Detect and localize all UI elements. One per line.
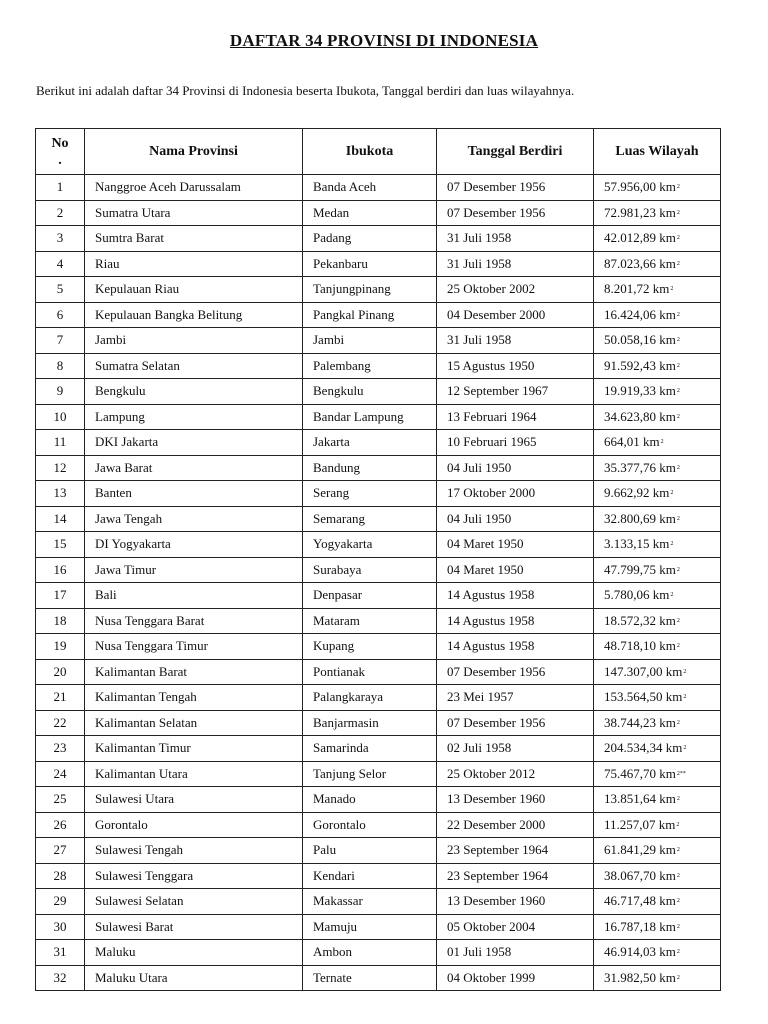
cell-no: 31	[36, 940, 85, 966]
cell-capital: Palangkaraya	[303, 685, 437, 711]
cell-founded: 31 Juli 1958	[437, 226, 594, 252]
cell-province: Kalimantan Selatan	[85, 710, 303, 736]
cell-no: 9	[36, 379, 85, 405]
cell-area	[594, 710, 721, 736]
cell-founded: 04 Juli 1950	[437, 506, 594, 532]
area-value: 61.841,29 km	[604, 842, 676, 858]
cell-founded: 14 Agustus 1958	[437, 634, 594, 660]
cell-area	[594, 404, 721, 430]
cell-founded: 13 Desember 1960	[437, 787, 594, 813]
cell-province: Jawa Barat	[85, 455, 303, 481]
table-row	[36, 532, 721, 558]
cell-area	[594, 812, 721, 838]
cell-capital: Banjarmasin	[303, 710, 437, 736]
cell-province: Kepulauan Bangka Belitung	[85, 302, 303, 328]
cell-province: Nusa Tenggara Timur	[85, 634, 303, 660]
area-unit-superscript: 2	[676, 796, 680, 803]
table-row	[36, 838, 721, 864]
table-row	[36, 736, 721, 762]
area-value: 147.307,00 km	[604, 663, 683, 679]
cell-no: 26	[36, 812, 85, 838]
area-unit-superscript: 2	[676, 311, 680, 318]
cell-no: 17	[36, 583, 85, 609]
cell-founded: 07 Desember 1956	[437, 659, 594, 685]
cell-no: 25	[36, 787, 85, 813]
area-unit-superscript: 2	[683, 668, 687, 675]
area-value: 46.914,03 km	[604, 944, 676, 960]
area-unit-superscript: 2	[676, 388, 680, 395]
area-value: 38.067,70 km	[604, 867, 676, 883]
area-unit-superscript: 2**	[676, 770, 686, 777]
area-value: 72.981,23 km	[604, 204, 676, 220]
area-unit-superscript: 2	[670, 541, 674, 548]
cell-no: 13	[36, 481, 85, 507]
cell-capital: Palu	[303, 838, 437, 864]
cell-no: 2	[36, 200, 85, 226]
area-unit-superscript: 2	[660, 439, 664, 446]
cell-no: 11	[36, 430, 85, 456]
cell-founded: 23 September 1964	[437, 838, 594, 864]
cell-founded: 15 Agustus 1950	[437, 353, 594, 379]
cell-founded: 31 Juli 1958	[437, 251, 594, 277]
cell-province: Sulawesi Tengah	[85, 838, 303, 864]
area-unit-superscript: 2	[683, 694, 687, 701]
cell-area	[594, 889, 721, 915]
cell-province: Sulawesi Utara	[85, 787, 303, 813]
cell-capital: Palembang	[303, 353, 437, 379]
cell-founded: 13 Februari 1964	[437, 404, 594, 430]
cell-province: Jawa Timur	[85, 557, 303, 583]
area-value: 16.424,06 km	[604, 306, 676, 322]
cell-area	[594, 302, 721, 328]
cell-province: Maluku Utara	[85, 965, 303, 991]
cell-founded: 25 Oktober 2002	[437, 277, 594, 303]
cell-province: Kepulauan Riau	[85, 277, 303, 303]
area-unit-superscript: 2	[670, 592, 674, 599]
area-value: 48.718,10 km	[604, 638, 676, 654]
table-row	[36, 889, 721, 915]
table-row	[36, 353, 721, 379]
area-value: 34.623,80 km	[604, 408, 676, 424]
area-unit-superscript: 2	[676, 847, 680, 854]
area-value: 31.982,50 km	[604, 969, 676, 985]
area-unit-superscript: 2	[676, 898, 680, 905]
table-row	[36, 455, 721, 481]
area-unit-superscript: 2	[676, 719, 680, 726]
cell-capital: Bandung	[303, 455, 437, 481]
area-unit-superscript: 2	[676, 235, 680, 242]
cell-no: 4	[36, 251, 85, 277]
cell-founded: 23 Mei 1957	[437, 685, 594, 711]
area-value: 3.133,15 km	[604, 536, 670, 552]
area-value: 8.201,72 km	[604, 281, 670, 297]
area-unit-superscript: 2	[676, 617, 680, 624]
cell-founded: 13 Desember 1960	[437, 889, 594, 915]
area-unit-superscript: 2	[676, 643, 680, 650]
area-unit-superscript: 2	[676, 362, 680, 369]
table-row	[36, 914, 721, 940]
intro-paragraph: Berikut ini adalah daftar 34 Provinsi di Indonesia beserta Ibukota, Tanggal berdiri dan luas wilayahnya.	[36, 83, 575, 98]
cell-founded: 04 Juli 1950	[437, 455, 594, 481]
cell-capital: Samarinda	[303, 736, 437, 762]
cell-capital: Denpasar	[303, 583, 437, 609]
table-body	[36, 175, 721, 991]
table-row	[36, 481, 721, 507]
header-founded: Tanggal Berdiri	[437, 129, 594, 175]
area-value: 19.919,33 km	[604, 383, 676, 399]
cell-province: Sulawesi Selatan	[85, 889, 303, 915]
area-value: 664,01 km	[604, 434, 660, 450]
area-unit-superscript: 2	[683, 745, 687, 752]
cell-capital: Bengkulu	[303, 379, 437, 405]
cell-area	[594, 761, 721, 787]
area-unit-superscript: 2	[676, 184, 680, 191]
area-unit-superscript: 2	[676, 949, 680, 956]
cell-area	[594, 659, 721, 685]
cell-area	[594, 608, 721, 634]
cell-founded: 17 Oktober 2000	[437, 481, 594, 507]
cell-area	[594, 583, 721, 609]
cell-no: 24	[36, 761, 85, 787]
cell-area	[594, 685, 721, 711]
area-value: 5.780,06 km	[604, 587, 670, 603]
table-row	[36, 302, 721, 328]
table-row	[36, 251, 721, 277]
cell-capital: Surabaya	[303, 557, 437, 583]
cell-no: 7	[36, 328, 85, 354]
area-value: 47.799,75 km	[604, 561, 676, 577]
table-row	[36, 710, 721, 736]
cell-area	[594, 940, 721, 966]
cell-area	[594, 634, 721, 660]
table-row	[36, 430, 721, 456]
cell-no: 5	[36, 277, 85, 303]
area-value: 38.744,23 km	[604, 714, 676, 730]
cell-capital: Mamuju	[303, 914, 437, 940]
table-row	[36, 175, 721, 201]
cell-province: Nanggroe Aceh Darussalam	[85, 175, 303, 201]
cell-capital: Makassar	[303, 889, 437, 915]
cell-capital: Jambi	[303, 328, 437, 354]
area-unit-superscript: 2	[676, 974, 680, 981]
cell-area	[594, 353, 721, 379]
cell-founded: 14 Agustus 1958	[437, 608, 594, 634]
cell-founded: 04 Desember 2000	[437, 302, 594, 328]
area-value: 35.377,76 km	[604, 459, 676, 475]
area-unit-superscript: 2	[676, 821, 680, 828]
cell-area	[594, 379, 721, 405]
cell-capital: Tanjungpinang	[303, 277, 437, 303]
cell-capital: Tanjung Selor	[303, 761, 437, 787]
cell-founded: 02 Juli 1958	[437, 736, 594, 762]
cell-capital: Padang	[303, 226, 437, 252]
cell-province: Kalimantan Barat	[85, 659, 303, 685]
table-row	[36, 608, 721, 634]
table-row	[36, 404, 721, 430]
area-unit-superscript: 2	[676, 413, 680, 420]
cell-province: Kalimantan Tengah	[85, 685, 303, 711]
area-unit-superscript: 2	[676, 337, 680, 344]
cell-founded: 01 Juli 1958	[437, 940, 594, 966]
cell-province: Sumatra Selatan	[85, 353, 303, 379]
cell-area	[594, 532, 721, 558]
area-value: 16.787,18 km	[604, 918, 676, 934]
cell-no: 30	[36, 914, 85, 940]
cell-area	[594, 200, 721, 226]
cell-area	[594, 557, 721, 583]
area-unit-superscript: 2	[676, 260, 680, 267]
cell-capital: Pekanbaru	[303, 251, 437, 277]
cell-no: 21	[36, 685, 85, 711]
cell-no: 22	[36, 710, 85, 736]
cell-founded: 07 Desember 1956	[437, 200, 594, 226]
cell-no: 12	[36, 455, 85, 481]
cell-founded: 25 Oktober 2012	[437, 761, 594, 787]
table-row	[36, 506, 721, 532]
cell-capital: Yogyakarta	[303, 532, 437, 558]
cell-no: 6	[36, 302, 85, 328]
cell-province: DKI Jakarta	[85, 430, 303, 456]
table-row	[36, 583, 721, 609]
cell-area	[594, 736, 721, 762]
cell-area	[594, 965, 721, 991]
cell-area	[594, 863, 721, 889]
cell-capital: Mataram	[303, 608, 437, 634]
cell-capital: Serang	[303, 481, 437, 507]
cell-founded: 22 Desember 2000	[437, 812, 594, 838]
header-no	[36, 129, 85, 175]
table-header-row	[36, 129, 721, 175]
cell-area	[594, 175, 721, 201]
cell-capital: Medan	[303, 200, 437, 226]
header-no-label: No	[51, 135, 69, 151]
cell-no: 28	[36, 863, 85, 889]
area-value: 75.467,70 km	[604, 765, 676, 781]
table-row	[36, 761, 721, 787]
cell-no: 27	[36, 838, 85, 864]
table-row	[36, 634, 721, 660]
cell-area	[594, 914, 721, 940]
cell-province: Sumtra Barat	[85, 226, 303, 252]
cell-area	[594, 838, 721, 864]
area-value: 87.023,66 km	[604, 255, 676, 271]
table-row	[36, 659, 721, 685]
cell-area	[594, 277, 721, 303]
cell-no: 3	[36, 226, 85, 252]
cell-capital: Kupang	[303, 634, 437, 660]
cell-founded: 04 Oktober 1999	[437, 965, 594, 991]
table-row	[36, 940, 721, 966]
area-value: 18.572,32 km	[604, 612, 676, 628]
cell-no: 8	[36, 353, 85, 379]
area-value: 153.564,50 km	[604, 689, 683, 705]
cell-capital: Banda Aceh	[303, 175, 437, 201]
cell-area	[594, 251, 721, 277]
area-value: 9.662,92 km	[604, 485, 670, 501]
cell-area	[594, 226, 721, 252]
cell-capital: Pontianak	[303, 659, 437, 685]
cell-no: 1	[36, 175, 85, 201]
cell-area	[594, 787, 721, 813]
area-unit-superscript: 2	[670, 490, 674, 497]
cell-founded: 31 Juli 1958	[437, 328, 594, 354]
cell-no: 10	[36, 404, 85, 430]
cell-no: 23	[36, 736, 85, 762]
cell-area	[594, 481, 721, 507]
area-unit-superscript: 2	[676, 566, 680, 573]
cell-capital: Jakarta	[303, 430, 437, 456]
cell-province: Jawa Tengah	[85, 506, 303, 532]
table-row	[36, 328, 721, 354]
area-value: 57.956,00 km	[604, 179, 676, 195]
area-value: 11.257,07 km	[604, 816, 676, 832]
cell-province: Nusa Tenggara Barat	[85, 608, 303, 634]
cell-province: Kalimantan Timur	[85, 736, 303, 762]
province-table	[35, 128, 721, 991]
cell-province: DI Yogyakarta	[85, 532, 303, 558]
cell-province: Jambi	[85, 328, 303, 354]
cell-no: 16	[36, 557, 85, 583]
cell-no: 32	[36, 965, 85, 991]
area-unit-superscript: 2	[676, 923, 680, 930]
area-unit-superscript: 2	[676, 872, 680, 879]
area-unit-superscript: 2	[676, 515, 680, 522]
table-row	[36, 812, 721, 838]
table-row	[36, 685, 721, 711]
cell-capital: Semarang	[303, 506, 437, 532]
cell-area	[594, 455, 721, 481]
cell-province: Riau	[85, 251, 303, 277]
cell-no: 29	[36, 889, 85, 915]
cell-capital: Gorontalo	[303, 812, 437, 838]
cell-area	[594, 506, 721, 532]
cell-province: Banten	[85, 481, 303, 507]
table-row	[36, 226, 721, 252]
cell-capital: Ambon	[303, 940, 437, 966]
cell-founded: 07 Desember 1956	[437, 175, 594, 201]
cell-founded: 14 Agustus 1958	[437, 583, 594, 609]
cell-capital: Kendari	[303, 863, 437, 889]
cell-province: Gorontalo	[85, 812, 303, 838]
area-value: 32.800,69 km	[604, 510, 676, 526]
cell-founded: 23 September 1964	[437, 863, 594, 889]
cell-area	[594, 328, 721, 354]
page-title: DAFTAR 34 PROVINSI DI INDONESIA	[229, 31, 539, 50]
cell-no: 14	[36, 506, 85, 532]
cell-no: 19	[36, 634, 85, 660]
cell-founded: 10 Februari 1965	[437, 430, 594, 456]
area-unit-superscript: 2	[676, 209, 680, 216]
area-value: 204.534,34 km	[604, 740, 683, 756]
cell-province: Bali	[85, 583, 303, 609]
cell-province: Sumatra Utara	[85, 200, 303, 226]
cell-capital: Bandar Lampung	[303, 404, 437, 430]
cell-founded: 12 September 1967	[437, 379, 594, 405]
area-value: 91.592,43 km	[604, 357, 676, 373]
cell-no: 15	[36, 532, 85, 558]
area-value: 50.058,16 km	[604, 332, 676, 348]
table-row	[36, 965, 721, 991]
area-unit-superscript: 2	[676, 464, 680, 471]
cell-founded: 07 Desember 1956	[437, 710, 594, 736]
cell-capital: Pangkal Pinang	[303, 302, 437, 328]
header-capital: Ibukota	[303, 129, 437, 175]
cell-area	[594, 430, 721, 456]
table-row	[36, 277, 721, 303]
area-unit-superscript: 2	[670, 286, 674, 293]
cell-province: Maluku	[85, 940, 303, 966]
cell-capital: Manado	[303, 787, 437, 813]
cell-province: Kalimantan Utara	[85, 761, 303, 787]
header-province: Nama Provinsi	[85, 129, 303, 175]
table-row	[36, 200, 721, 226]
cell-founded: 05 Oktober 2004	[437, 914, 594, 940]
cell-no: 18	[36, 608, 85, 634]
cell-no: 20	[36, 659, 85, 685]
cell-capital: Ternate	[303, 965, 437, 991]
cell-founded: 04 Maret 1950	[437, 557, 594, 583]
cell-founded: 04 Maret 1950	[437, 532, 594, 558]
cell-province: Sulawesi Barat	[85, 914, 303, 940]
cell-province: Bengkulu	[85, 379, 303, 405]
table-row	[36, 379, 721, 405]
header-area: Luas Wilayah	[594, 129, 721, 175]
header-no-dot: .	[58, 152, 62, 168]
table-row	[36, 787, 721, 813]
table-row	[36, 557, 721, 583]
cell-province: Lampung	[85, 404, 303, 430]
area-value: 42.012,89 km	[604, 230, 676, 246]
table-row	[36, 863, 721, 889]
cell-province: Sulawesi Tenggara	[85, 863, 303, 889]
area-value: 46.717,48 km	[604, 893, 676, 909]
area-value: 13.851,64 km	[604, 791, 676, 807]
